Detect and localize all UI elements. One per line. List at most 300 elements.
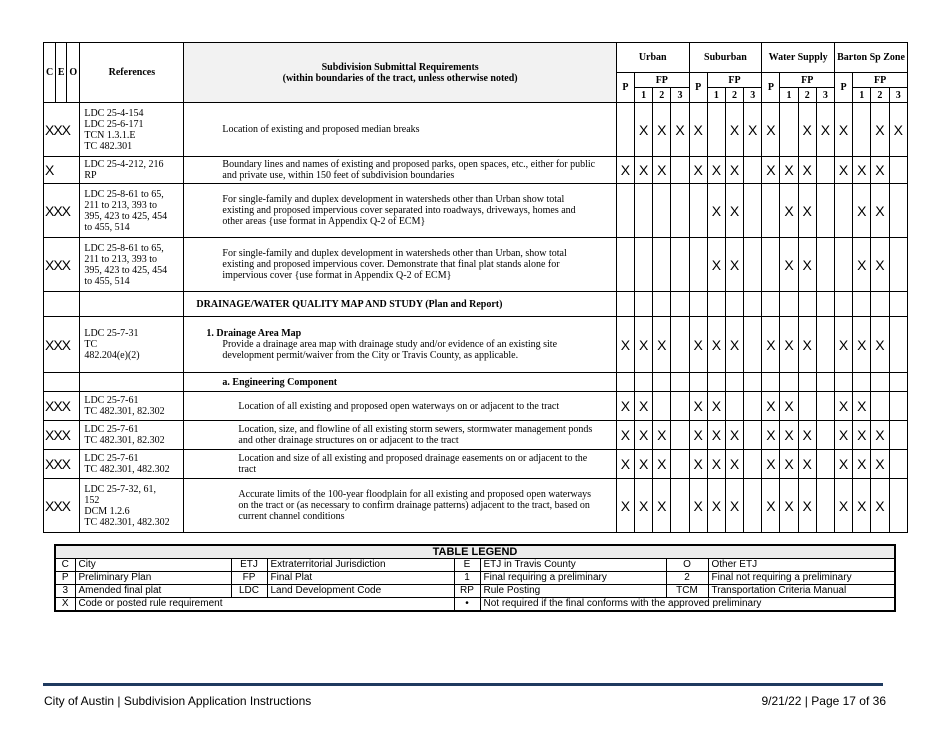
requirement-mark: X (871, 238, 889, 292)
reference-line: LDC 25-7-61 (84, 453, 139, 464)
suburban-p-header: P (689, 73, 707, 103)
requirement-mark: X (707, 238, 725, 292)
requirement-title: 1. Drainage Area Map (206, 328, 302, 339)
requirement-mark (671, 238, 689, 292)
requirement-mark (762, 373, 780, 392)
requirement-mark (744, 450, 762, 479)
ceo-marks: XXX (44, 392, 80, 421)
requirement-mark: X (871, 450, 889, 479)
barton-fp-2-header: 2 (871, 88, 889, 103)
requirement-mark (653, 373, 671, 392)
requirement-mark: X (653, 157, 671, 184)
legend-value: Land Development Code (267, 585, 454, 598)
table-row (44, 317, 908, 373)
requirement-mark: X (798, 450, 816, 479)
requirement-mark: X (689, 479, 707, 533)
requirement-mark (889, 450, 908, 479)
reference-line: TC (84, 339, 98, 350)
requirement-mark: X (689, 450, 707, 479)
ceo-marks: XXX (44, 238, 80, 292)
requirement-mark: X (780, 392, 798, 421)
references-cell (80, 392, 184, 421)
requirement-mark (744, 392, 762, 421)
requirement-mark (689, 373, 707, 392)
requirement-mark (653, 292, 671, 317)
legend-key: P (55, 572, 75, 585)
requirement-mark: X (871, 184, 889, 238)
group-urban: Urban (616, 43, 689, 73)
barton-fp-3-header: 3 (889, 88, 908, 103)
requirement-mark (889, 421, 908, 450)
requirement-mark: X (853, 184, 871, 238)
requirement-mark: X (689, 103, 707, 157)
col-o: O (67, 43, 80, 103)
requirement-mark: X (616, 157, 634, 184)
requirement-mark: X (635, 421, 653, 450)
requirement-mark (671, 373, 689, 392)
requirement-mark (616, 103, 634, 157)
footer-rule (43, 683, 883, 686)
requirement-mark (616, 184, 634, 238)
requirement-cell (184, 450, 616, 479)
requirement-mark: X (635, 479, 653, 533)
reference-line: TCN 1.3.1.E (84, 129, 136, 141)
requirement-mark: X (762, 317, 780, 373)
requirement-mark: X (635, 392, 653, 421)
requirement-mark (653, 184, 671, 238)
ceo-marks: XXX (44, 450, 80, 479)
requirement-mark: X (762, 421, 780, 450)
requirement-mark: X (780, 317, 798, 373)
requirement-mark (889, 184, 908, 238)
requirement-mark (816, 238, 834, 292)
reference-line: 395, 423 to 425, 454 (84, 210, 168, 222)
requirement-mark: X (834, 103, 852, 157)
section-heading: DRAINAGE/WATER QUALITY MAP AND STUDY (Plan and Report) (196, 298, 503, 310)
requirement-mark: X (689, 157, 707, 184)
references-cell (80, 479, 184, 533)
requirement-mark: X (853, 392, 871, 421)
requirement-mark (762, 238, 780, 292)
requirement-mark (889, 157, 908, 184)
requirement-mark: X (871, 421, 889, 450)
legend-key: X (55, 598, 75, 612)
references-cell (80, 317, 184, 373)
footer-page-number: 9/21/22 | Page 17 of 36 (761, 694, 886, 708)
requirement-mark: X (616, 450, 634, 479)
table-body (44, 103, 908, 533)
requirements-table (43, 42, 908, 533)
suburban-fp-2-header: 2 (725, 88, 743, 103)
reference-line: LDC 25-8-61 to 65, (84, 188, 164, 200)
requirement-mark (725, 292, 743, 317)
table-row (44, 103, 908, 157)
water-supply-p-header: P (762, 73, 780, 103)
requirement-mark (707, 373, 725, 392)
requirement-mark (816, 421, 834, 450)
requirement-mark (671, 450, 689, 479)
requirement-mark (889, 479, 908, 533)
requirement-mark (671, 392, 689, 421)
requirement-cell (184, 479, 616, 533)
reference-line: LDC 25-7-32, 61, (84, 483, 157, 495)
requirement-mark: X (635, 317, 653, 373)
requirement-mark (816, 450, 834, 479)
requirement-mark: X (725, 238, 743, 292)
reference-line: to 455, 514 (84, 275, 130, 287)
legend-value: Transportation Criteria Manual (708, 585, 895, 598)
requirement-mark (780, 373, 798, 392)
requirement-mark (798, 392, 816, 421)
requirement-mark (853, 292, 871, 317)
references-cell (80, 450, 184, 479)
requirement-mark: X (780, 157, 798, 184)
requirement-mark (725, 392, 743, 421)
requirement-mark: X (762, 157, 780, 184)
requirement-mark (889, 392, 908, 421)
requirement-mark: X (798, 317, 816, 373)
requirement-mark: X (616, 479, 634, 533)
requirement-mark: X (834, 392, 852, 421)
barton-fp-header: FP (853, 73, 908, 88)
requirement-mark: X (871, 103, 889, 157)
requirement-mark: X (653, 450, 671, 479)
requirement-mark (744, 238, 762, 292)
references-cell (80, 157, 184, 184)
legend-value: ETJ in Travis County (480, 559, 666, 572)
requirement-mark: X (853, 479, 871, 533)
legend-key: 2 (666, 572, 708, 585)
requirement-mark: X (853, 450, 871, 479)
reference-line: LDC 25-7-61 (84, 424, 139, 435)
requirement-mark: X (780, 450, 798, 479)
ceo-marks: XXX (44, 317, 80, 373)
table-row (44, 292, 908, 317)
reference-line: 211 to 213, 393 to (84, 199, 158, 211)
requirement-mark (853, 373, 871, 392)
requirement-mark: X (834, 157, 852, 184)
requirement-mark: X (653, 103, 671, 157)
ceo-marks: XXX (44, 479, 80, 533)
requirement-text: For single-family and duplex development in watersheds other than Urban show total existing and proposed impervious cover separated into roadways, driveways, homes and other areas {use format in Appendix Q-2 of ECM} (222, 194, 576, 227)
requirement-mark (653, 238, 671, 292)
references-cell (80, 238, 184, 292)
requirement-text: Provide a drainage area map with drainage study and/or evidence of an existing site development permit/waiver from the City or Travis County, as applicable. (222, 339, 558, 361)
requirement-mark (762, 184, 780, 238)
requirement-mark: X (853, 421, 871, 450)
urban-fp-3-header: 3 (671, 88, 689, 103)
section-heading: a. Engineering Component (222, 376, 338, 388)
legend-value: Preliminary Plan (75, 572, 231, 585)
legend-key: ETJ (231, 559, 267, 572)
references-cell (80, 373, 184, 392)
requirement-mark: X (725, 157, 743, 184)
requirement-mark: X (689, 421, 707, 450)
requirement-mark: X (834, 317, 852, 373)
requirement-cell (184, 103, 616, 157)
requirement-mark (653, 392, 671, 421)
requirement-mark (744, 292, 762, 317)
requirement-text: Location of existing and proposed median breaks (222, 124, 420, 135)
col-c: C (44, 43, 56, 103)
requirement-mark: X (834, 450, 852, 479)
table-row (44, 373, 908, 392)
legend-key: 3 (55, 585, 75, 598)
reference-line: TC 482.301, 482.302 (84, 464, 170, 475)
requirement-mark: X (762, 450, 780, 479)
footer-title: City of Austin | Subdivision Application Instructions (44, 694, 312, 708)
requirement-mark (635, 238, 653, 292)
legend-key: • (454, 598, 480, 612)
requirement-mark (707, 292, 725, 317)
requirement-mark: X (707, 157, 725, 184)
requirement-cell (184, 392, 616, 421)
requirement-mark: X (780, 238, 798, 292)
suburban-fp-3-header: 3 (744, 88, 762, 103)
requirement-text: Boundary lines and names of existing and proposed parks, open spaces, etc., either for public and private use, within 150 feet of subdivision boundaries (222, 159, 596, 181)
requirement-mark (871, 292, 889, 317)
legend-key: RP (454, 585, 480, 598)
requirement-mark: X (616, 317, 634, 373)
requirement-cell (184, 184, 616, 238)
requirement-mark (671, 157, 689, 184)
legend-row (55, 585, 895, 598)
requirement-text: Accurate limits of the 100-year floodplain for all existing and proposed open waterways on the tract or (as necessary to confirm drainage patterns) adjacent to the tract, based on current channel conditions (238, 489, 592, 522)
legend-value: Other ETJ (708, 559, 895, 572)
reference-line: LDC 25-6-171 (84, 118, 144, 130)
requirement-cell (184, 373, 616, 392)
requirement-mark (834, 292, 852, 317)
legend-value: Extraterritorial Jurisdiction (267, 559, 454, 572)
legend-value: Final Plat (267, 572, 454, 585)
requirement-mark (853, 103, 871, 157)
requirement-mark (871, 392, 889, 421)
water-supply-fp-1-header: 1 (780, 88, 798, 103)
urban-fp-2-header: 2 (653, 88, 671, 103)
req-title: Subdivision Submittal Requirements (321, 61, 479, 73)
requirement-mark: X (798, 184, 816, 238)
legend-value: Final requiring a preliminary (480, 572, 666, 585)
requirement-mark (689, 292, 707, 317)
table-row (44, 421, 908, 450)
requirement-mark (635, 292, 653, 317)
requirement-mark: X (725, 103, 743, 157)
requirement-mark: X (816, 103, 834, 157)
ceo-marks (44, 373, 80, 392)
requirement-mark (889, 292, 908, 317)
table-row (44, 238, 908, 292)
requirement-mark (816, 373, 834, 392)
requirement-mark (780, 103, 798, 157)
requirement-mark: X (853, 317, 871, 373)
requirement-mark: X (780, 184, 798, 238)
legend-key: 1 (454, 572, 480, 585)
requirement-mark: X (798, 103, 816, 157)
requirement-text: Location of all existing and proposed open waterways on or adjacent to the tract (238, 400, 560, 412)
requirement-mark: X (616, 392, 634, 421)
table-row (44, 392, 908, 421)
legend-value: Final not requiring a preliminary (708, 572, 895, 585)
requirement-mark (816, 157, 834, 184)
requirement-mark: X (725, 479, 743, 533)
group-barton-sp-zone: Barton Sp Zone (834, 43, 907, 73)
ceo-marks: XXX (44, 184, 80, 238)
requirement-mark: X (635, 103, 653, 157)
reference-line: 211 to 213, 393 to (84, 253, 158, 265)
requirement-mark (671, 184, 689, 238)
requirement-mark (744, 184, 762, 238)
requirement-mark: X (871, 157, 889, 184)
requirement-mark: X (871, 317, 889, 373)
legend-key: E (454, 559, 480, 572)
reference-line: TC 482.301 (84, 140, 133, 152)
suburban-fp-1-header: 1 (707, 88, 725, 103)
col-references: References (80, 43, 184, 103)
requirement-mark (635, 184, 653, 238)
requirement-mark (744, 421, 762, 450)
group-suburban: Suburban (689, 43, 762, 73)
reference-line: 395, 423 to 425, 454 (84, 264, 168, 276)
requirement-mark: X (798, 479, 816, 533)
requirement-mark (744, 317, 762, 373)
requirement-mark: X (671, 103, 689, 157)
requirement-mark (671, 292, 689, 317)
requirement-mark: X (707, 392, 725, 421)
requirement-mark (671, 421, 689, 450)
requirement-mark (744, 157, 762, 184)
requirement-mark: X (707, 421, 725, 450)
requirement-mark (798, 292, 816, 317)
reference-line: LDC 25-7-31 (84, 328, 139, 339)
legend-key: LDC (231, 585, 267, 598)
legend-row (55, 598, 895, 612)
group-water-supply: Water Supply (762, 43, 835, 73)
requirement-mark: X (653, 421, 671, 450)
water-supply-fp-3-header: 3 (816, 88, 834, 103)
requirement-mark (834, 238, 852, 292)
table-header (44, 43, 908, 103)
legend-title: TABLE LEGEND (55, 545, 895, 559)
requirement-mark: X (725, 184, 743, 238)
ceo-marks (44, 292, 80, 317)
requirement-mark (689, 184, 707, 238)
requirement-mark: X (707, 479, 725, 533)
requirement-mark: X (853, 238, 871, 292)
requirement-mark (744, 373, 762, 392)
reference-line: LDC 25-4-154 (84, 107, 144, 119)
requirement-mark (762, 292, 780, 317)
requirement-mark: X (707, 184, 725, 238)
requirement-mark (707, 103, 725, 157)
requirement-mark (816, 317, 834, 373)
requirement-mark: X (725, 317, 743, 373)
legend-row (55, 559, 895, 572)
requirement-mark: X (762, 479, 780, 533)
legend-value: Rule Posting (480, 585, 666, 598)
requirement-mark: X (653, 479, 671, 533)
requirement-mark: X (707, 317, 725, 373)
requirement-mark: X (798, 238, 816, 292)
reference-line: 482.204(e)(2) (84, 350, 140, 361)
requirement-cell (184, 238, 616, 292)
reference-line: DCM 1.2.6 (84, 505, 130, 517)
requirement-mark: X (653, 317, 671, 373)
requirement-mark: X (725, 421, 743, 450)
requirement-mark: X (798, 421, 816, 450)
legend-key: TCM (666, 585, 708, 598)
water-supply-fp-header: FP (780, 73, 835, 88)
requirement-mark: X (725, 450, 743, 479)
reference-line: LDC 25-7-61 (84, 395, 139, 406)
req-subtitle: (within boundaries of the tract, unless otherwise noted) (282, 72, 518, 84)
table-row (44, 184, 908, 238)
requirement-mark: X (762, 103, 780, 157)
ceo-marks: X (44, 157, 80, 184)
reference-line: TC 482.301, 82.302 (84, 406, 165, 417)
legend-key: O (666, 559, 708, 572)
barton-p-header: P (834, 73, 852, 103)
legend-value: Not required if the final conforms with the approved preliminary (480, 598, 895, 612)
requirement-mark (816, 184, 834, 238)
barton-fp-1-header: 1 (853, 88, 871, 103)
col-e: E (56, 43, 67, 103)
requirement-mark (816, 392, 834, 421)
col-requirements (184, 43, 616, 103)
requirement-mark (816, 292, 834, 317)
requirement-mark (671, 479, 689, 533)
requirement-cell (184, 421, 616, 450)
urban-fp-header: FP (635, 73, 690, 88)
requirement-mark (671, 317, 689, 373)
requirement-mark: X (834, 421, 852, 450)
reference-line: TC 482.301, 82.302 (84, 435, 165, 446)
requirement-mark (689, 238, 707, 292)
requirement-mark: X (616, 421, 634, 450)
table-row (44, 157, 908, 184)
requirement-mark: X (853, 157, 871, 184)
requirement-mark: X (707, 450, 725, 479)
requirement-mark: X (744, 103, 762, 157)
legend-value: City (75, 559, 231, 572)
requirement-mark: X (762, 392, 780, 421)
urban-fp-1-header: 1 (635, 88, 653, 103)
legend-key: C (55, 559, 75, 572)
requirement-mark: X (635, 157, 653, 184)
requirement-mark (798, 373, 816, 392)
legend-value: Amended final plat (75, 585, 231, 598)
requirement-mark (616, 373, 634, 392)
reference-line: RP (84, 170, 97, 181)
requirement-mark (635, 373, 653, 392)
requirement-cell (184, 317, 616, 373)
legend-row (55, 572, 895, 585)
references-cell (80, 292, 184, 317)
requirement-mark: X (871, 479, 889, 533)
requirement-mark (834, 373, 852, 392)
requirement-mark: X (689, 317, 707, 373)
requirement-mark (889, 238, 908, 292)
requirement-cell (184, 292, 616, 317)
ceo-marks: XXX (44, 421, 80, 450)
requirement-mark (889, 373, 908, 392)
reference-line: to 455, 514 (84, 221, 130, 233)
requirement-mark (616, 292, 634, 317)
requirement-mark: X (780, 479, 798, 533)
requirement-mark (816, 479, 834, 533)
requirement-mark (871, 373, 889, 392)
reference-line: TC 482.301, 482.302 (84, 516, 170, 528)
requirement-mark: X (798, 157, 816, 184)
